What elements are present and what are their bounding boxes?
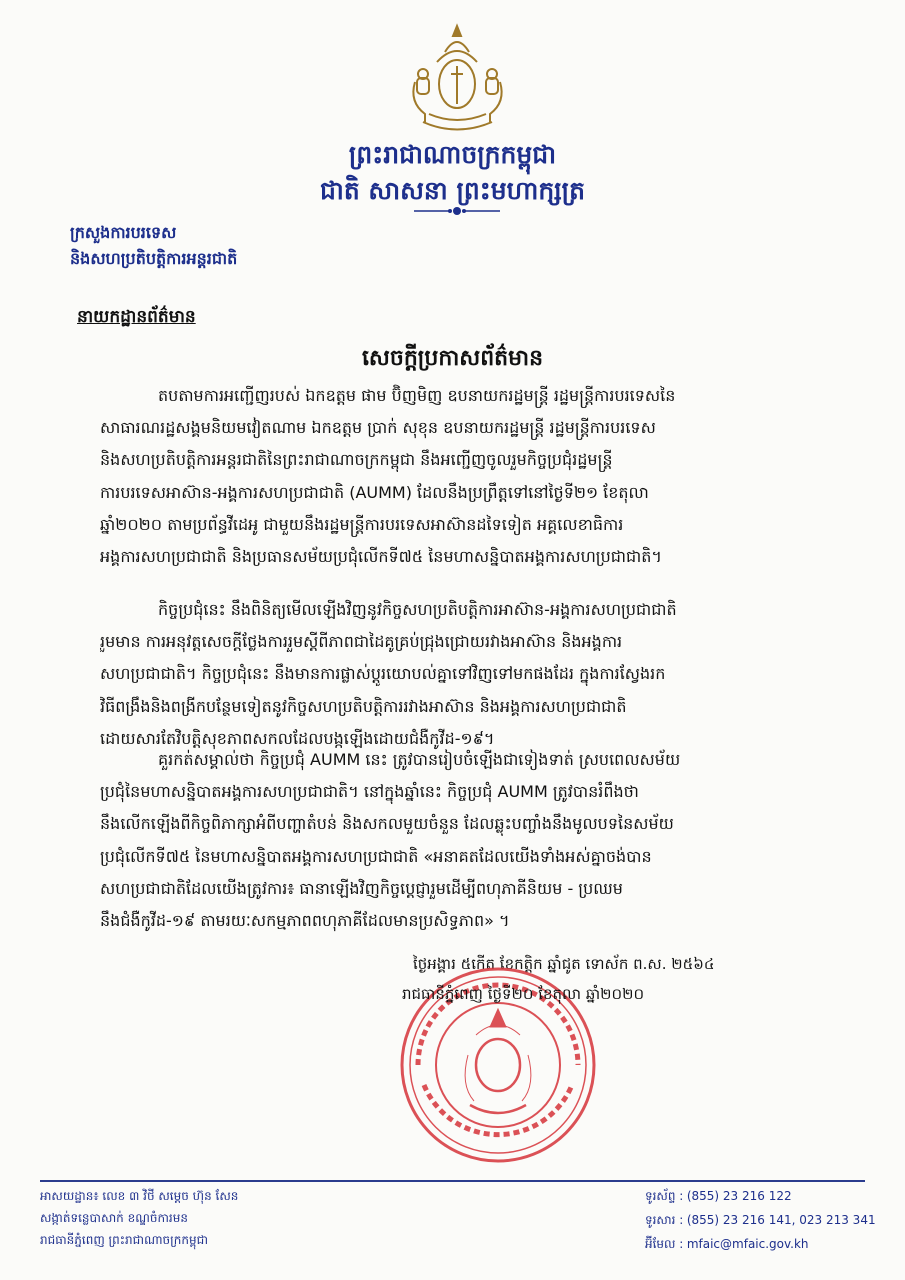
divider-ornament-icon (412, 204, 502, 218)
national-motto: ជាតិ សាសនា ព្រះមហាក្សត្រ (320, 176, 585, 205)
paragraph-line: និងសហប្រតិបត្តិការអន្តរជាតិនៃព្រះរាជាណាចក្រកម្ពុជា នឹងអញ្ជើញចូលរួមកិច្ចប្រជុំរដ្ឋមន្ត្រី (100, 450, 613, 470)
footer-address-line1: អាសយដ្ឋាន៖ លេខ ៣ វិថី សម្តេច ហ៊ុន សែន (40, 1189, 239, 1203)
footer-phone (645, 1188, 792, 1206)
paragraph-line: អង្គការសហប្រជាជាតិ និងប្រធានសម័យប្រជុំលើកទី៧៥ នៃមហាសន្និបាតអង្គការសហប្រជាជាតិ។ (100, 547, 662, 567)
paragraph-line: រួមមាន ការអនុវត្តសេចក្តីថ្លែងការរួមស្តីពីភាពជាដៃគូគ្រប់ជ្រុងជ្រោយរវាងអាស៊ាន និងអង្គការ (100, 632, 623, 652)
solar-date: រាជធានីភ្នំពេញ ថ្ងៃទី២០ ខែតុលា ឆ្នាំ២០២០ (402, 985, 645, 1003)
paragraph-line: ប្រជុំលើកទី៧៥ នៃមហាសន្និបាតអង្គការសហប្រជាជាតិ «អនាគតដែលយើងទាំងអស់គ្នាចង់បាន (100, 846, 652, 866)
paragraph-3 (100, 744, 805, 937)
paragraph-2 (100, 594, 805, 755)
royal-coat-of-arms-emblem (395, 22, 520, 134)
paragraph-1 (100, 380, 805, 573)
kingdom-name: ព្រះរាជាណាចក្រកម្ពុជា (348, 140, 557, 169)
paragraph-line: សាធារណរដ្ឋសង្គមនិយមវៀតណាម ឯកឧត្តម ប្រាក់ សុខុន ឧបនាយករដ្ឋមន្ត្រី រដ្ឋមន្ត្រីការបរទេស (100, 418, 656, 438)
department-name: នាយកដ្ឋានព័ត៌មាន (77, 307, 196, 327)
paragraph-line: ការបរទេសអាស៊ាន-អង្គការសហប្រជាជាតិ (AUMM) ដែលនឹងប្រព្រឹត្តទៅនៅថ្ងៃទី២១ ខែតុលា (100, 482, 649, 502)
footer-email (645, 1236, 809, 1254)
document-title: សេចក្តីប្រកាសព័ត៌មាន (361, 346, 544, 371)
phone-label: ទូរស័ព្ទ : (645, 1189, 684, 1203)
email-link[interactable]: mfaic@mfaic.gov.kh (686, 1237, 809, 1251)
email-label: អ៊ីមែល : (645, 1237, 684, 1251)
paragraph-line: នឹងជំងឺកូវីដ-១៩ តាមរយៈសកម្មភាពពហុភាគីដែលមានប្រសិទ្ធភាព» ។ (100, 911, 510, 931)
paragraph-line: សហប្រជាជាតិ។ កិច្ចប្រជុំនេះ នឹងមានការផ្លាស់ប្តូរយោបល់គ្នាទៅវិញទៅមកផងដែរ ក្នុងការស្វែងរក (100, 664, 666, 684)
lunar-date: ថ្ងៃអង្គារ ៥កើត ខែកត្តិក ឆ្នាំជូត ទោស័ក ព.ស. ២៥៦៤ (413, 955, 715, 973)
paragraph-line: វិធីពង្រឹងនិងពង្រីកបន្ថែមទៀតនូវកិច្ចសហប្រតិបត្តិការរវាងអាស៊ាន និងអង្គការសហប្រជាជាតិ (100, 696, 627, 716)
paragraph-line: កិច្ចប្រជុំនេះ នឹងពិនិត្យមើលឡើងវិញនូវកិច្ចសហប្រតិបត្តិការអាស៊ាន-អង្គការសហប្រជាជាតិ (158, 600, 677, 619)
footer-address-line2: សង្កាត់ទន្លេបាសាក់ ខណ្ឌចំការមន (40, 1211, 188, 1225)
fax-label: ទូរសារ : (645, 1213, 684, 1227)
paragraph-line: សហប្រជាជាតិដែលយើងត្រូវការ៖ ធានាឡើងវិញកិច្ចប្តេជ្ញារួមដើម្បីពហុភាគីនិយម - ប្រឈម (100, 878, 623, 898)
paragraph-line: ឆ្នាំ២០២០ តាមប្រព័ន្ធវីដេអូ ជាមួយនឹងរដ្ឋមន្ត្រីការបរទេសអាស៊ានដទៃទៀត អគ្គលេខាធិការ (100, 514, 624, 534)
fax-number: (855) 23 216 141, 023 213 341 (686, 1213, 876, 1227)
footer-fax (645, 1212, 876, 1230)
footer-divider (40, 1180, 865, 1182)
paragraph-line: ប្រជុំនៃមហាសន្និបាតអង្គការសហប្រជាជាតិ។ នៅក្នុងឆ្នាំនេះ កិច្ចប្រជុំ AUMM ត្រូវបានរំពឹងថា (100, 782, 639, 802)
paragraph-line: គួរកត់សម្គាល់ថា កិច្ចប្រជុំ AUMM នេះ ត្រូវបានរៀបចំឡើងជាទៀងទាត់ ស្របពេលសម័យ (158, 750, 681, 769)
ministry-name-line2: និងសហប្រតិបត្តិការអន្តរជាតិ (70, 249, 238, 268)
footer-address-line3: រាជធានីភ្នំពេញ ព្រះរាជាណាចក្រកម្ពុជា (40, 1233, 208, 1247)
paragraph-line: នឹងលើកឡើងពីកិច្ចពិភាក្សាអំពីបញ្ហាតំបន់ និងសកលមួយចំនួន ដែលឆ្លុះបញ្ចាំងនឹងមូលបទនៃសម័យ (100, 814, 674, 834)
paragraph-line: ដោយសារតែវិបត្តិសុខភាពសកលដែលបង្កឡើងដោយជំងឺកូវីដ-១៩។ (100, 728, 495, 748)
phone-number: (855) 23 216 122 (686, 1189, 792, 1203)
paragraph-line: តបតាមការអញ្ជើញរបស់ ឯកឧត្តម ផាម ប៊ិញមិញ ឧបនាយករដ្ឋមន្ត្រី រដ្ឋមន្ត្រីការបរទេសនៃ (158, 386, 676, 405)
ministry-name-line1: ក្រសួងការបរទេស (70, 223, 177, 242)
